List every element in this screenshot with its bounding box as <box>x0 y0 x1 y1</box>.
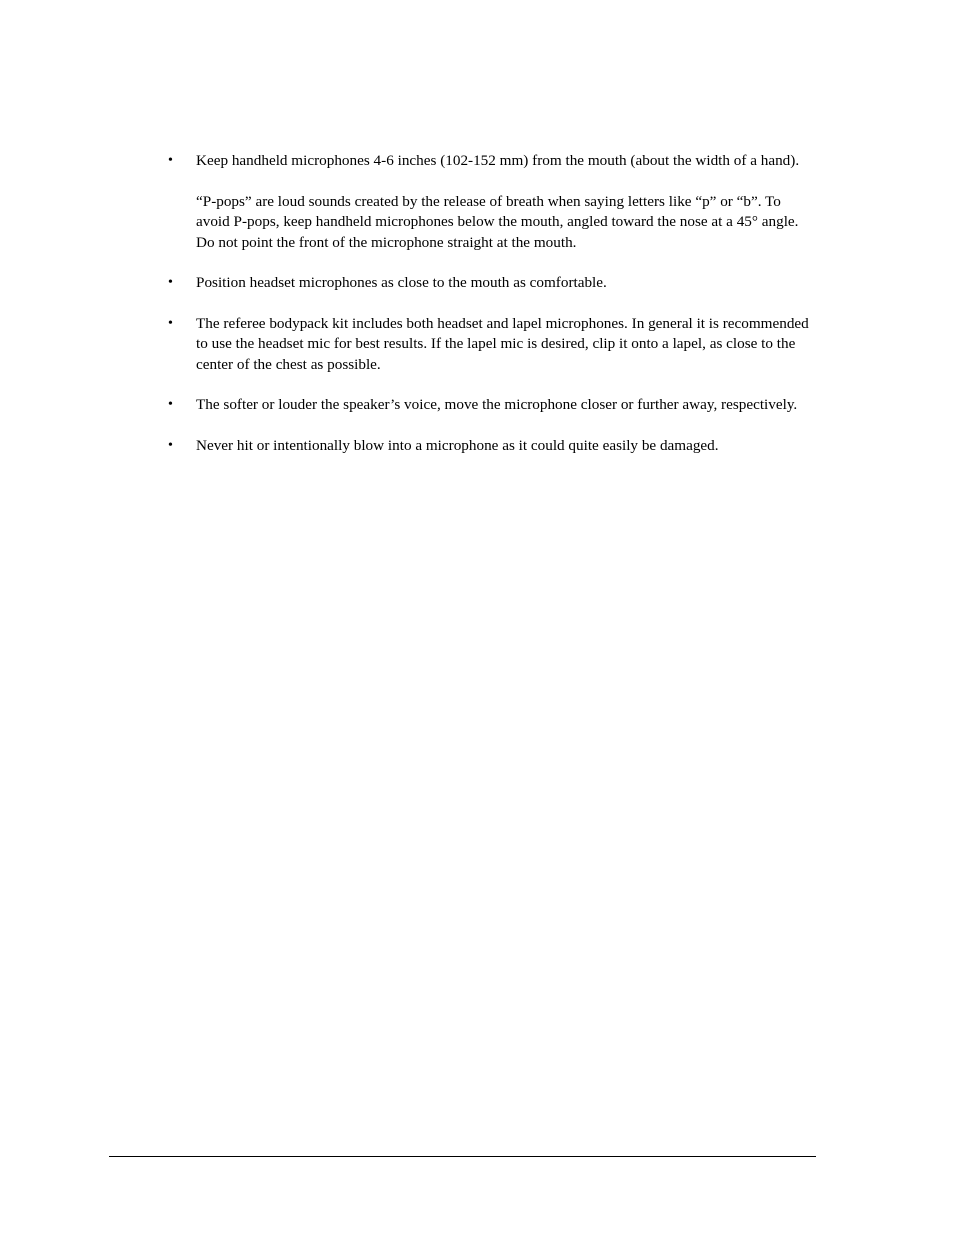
list-item-text: Keep handheld microphones 4-6 inches (102-152 mm) from the mouth (about the width of a hand). <box>196 152 800 169</box>
bullet-dot-icon: • <box>168 315 173 331</box>
list-item <box>168 395 818 416</box>
list-item-text: Position headset microphones as close to the mouth as comfortable. <box>196 274 607 291</box>
list-item <box>168 151 818 253</box>
bullet-dot-icon: • <box>168 275 173 290</box>
list-item <box>168 273 818 294</box>
bullet-dot-icon: • <box>168 397 173 412</box>
footer-divider <box>109 1156 816 1157</box>
list-item-text: Never hit or intentionally blow into a microphone as it could quite easily be damaged. <box>196 436 719 454</box>
list-item <box>168 314 818 376</box>
list-item-text: The softer or louder the speaker’s voice, move the microphone closer or further away, respectively. <box>196 396 798 413</box>
bullet-dot-icon: • <box>168 437 173 453</box>
list-item-text: “P-pops” are loud sounds created by the release of breath when saying letters like “p” or “b”. To avoid P-pops, keep handheld microphones below the mouth, angled toward the nose at a 45° angle. Do not point the front of the microphone straight at the mouth. <box>196 192 799 251</box>
bullet-dot-icon: • <box>168 153 173 168</box>
list-item-text: The referee bodypack kit includes both headset and lapel microphones. In general it is recommended to use the headset mic for best results. If the lapel mic is desired, clip it onto a lapel, as close to the center of the chest as possible. <box>196 314 809 373</box>
list-item <box>168 436 818 457</box>
guidelines-list <box>168 151 818 456</box>
